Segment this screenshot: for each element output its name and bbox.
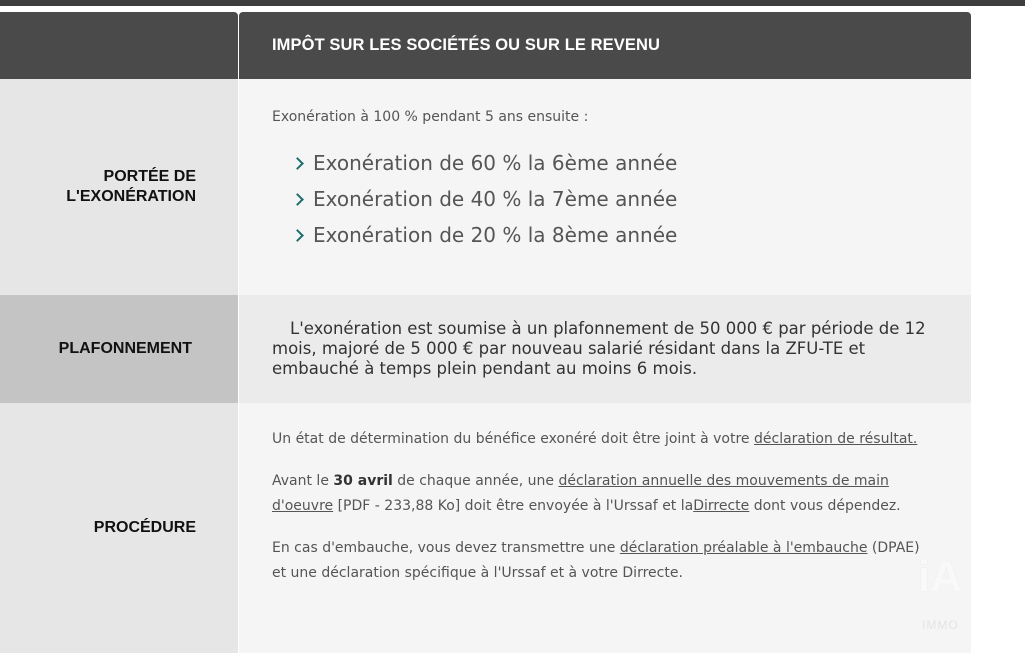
list-item xyxy=(291,145,971,181)
dpae-link[interactable]: déclaration préalable à l'embauche xyxy=(619,540,868,556)
deadline-date: 30 avril xyxy=(333,473,393,489)
procedure-paragraph-2 xyxy=(272,469,931,519)
header-empty-cell xyxy=(0,12,238,79)
list-item xyxy=(291,217,971,253)
table-row-portee xyxy=(0,79,971,295)
paragraph-text: En cas d'embauche, vous devez transmettre une xyxy=(272,540,620,556)
procedure-paragraph-1 xyxy=(272,427,931,452)
chevron-right-icon xyxy=(291,229,304,242)
table-row-plafonnement xyxy=(0,295,971,403)
list-item xyxy=(291,181,971,217)
plafonnement-text: L'exonération est soumise à un plafonnement de 50 000 € par période de 12 mois, majoré de 5 000 € par nouveau salarié résidant dans la ZFU-TE et embauché à temps plein pendant au moins 6 mois. xyxy=(272,319,926,378)
watermark-text: IMMO xyxy=(922,618,959,632)
portee-bullet-list xyxy=(272,145,971,253)
row-value-plafonnement xyxy=(239,295,971,403)
declaration-resultat-link[interactable]: déclaration de résultat. xyxy=(754,431,918,447)
exoneration-table xyxy=(0,12,971,653)
paragraph-text: Avant le xyxy=(272,473,334,489)
paragraph-text: de chaque année, une xyxy=(392,473,559,489)
row-label-plafonnement: PLAFONNEMENT xyxy=(0,295,238,403)
watermark-logo: iA xyxy=(918,552,962,601)
table-header-row xyxy=(0,12,971,79)
row-value-portee xyxy=(239,79,971,295)
chevron-right-icon xyxy=(291,157,304,170)
dirrecte-link[interactable]: Dirrecte xyxy=(693,498,750,514)
portee-intro: Exonération à 100 % pendant 5 ans ensuite : xyxy=(272,109,589,125)
declaration-annuelle-link[interactable]: déclaration annuelle des mouvements de main d'oeuvre xyxy=(272,473,889,514)
paragraph-text: dont vous dépendez. xyxy=(749,498,901,514)
row-label-procedure: PROCÉDURE xyxy=(0,403,238,653)
table-row-procedure xyxy=(0,403,971,653)
paragraph-text: [PDF - 233,88 Ko] doit être envoyée à l'Urssaf et la xyxy=(333,498,694,514)
row-value-procedure xyxy=(239,403,971,653)
paragraph-text: Un état de détermination du bénéfice exonéré doit être joint à votre xyxy=(272,431,754,447)
row-label-portee: PORTÉE DE L'EXONÉRATION xyxy=(0,79,238,295)
bullet-text: Exonération de 40 % la 7ème année xyxy=(313,187,678,211)
bullet-text: Exonération de 20 % la 8ème année xyxy=(313,223,678,247)
paragraph-text: (DPAE) et une déclaration spécifique à l'Urssaf et à votre Dirrecte. xyxy=(272,540,920,581)
header-title: IMPÔT SUR LES SOCIÉTÉS OU SUR LE REVENU xyxy=(239,12,971,79)
bullet-text: Exonération de 60 % la 6ème année xyxy=(313,151,678,175)
chevron-right-icon xyxy=(291,193,304,206)
top-bar xyxy=(0,0,1025,6)
procedure-paragraph-3 xyxy=(272,536,931,586)
